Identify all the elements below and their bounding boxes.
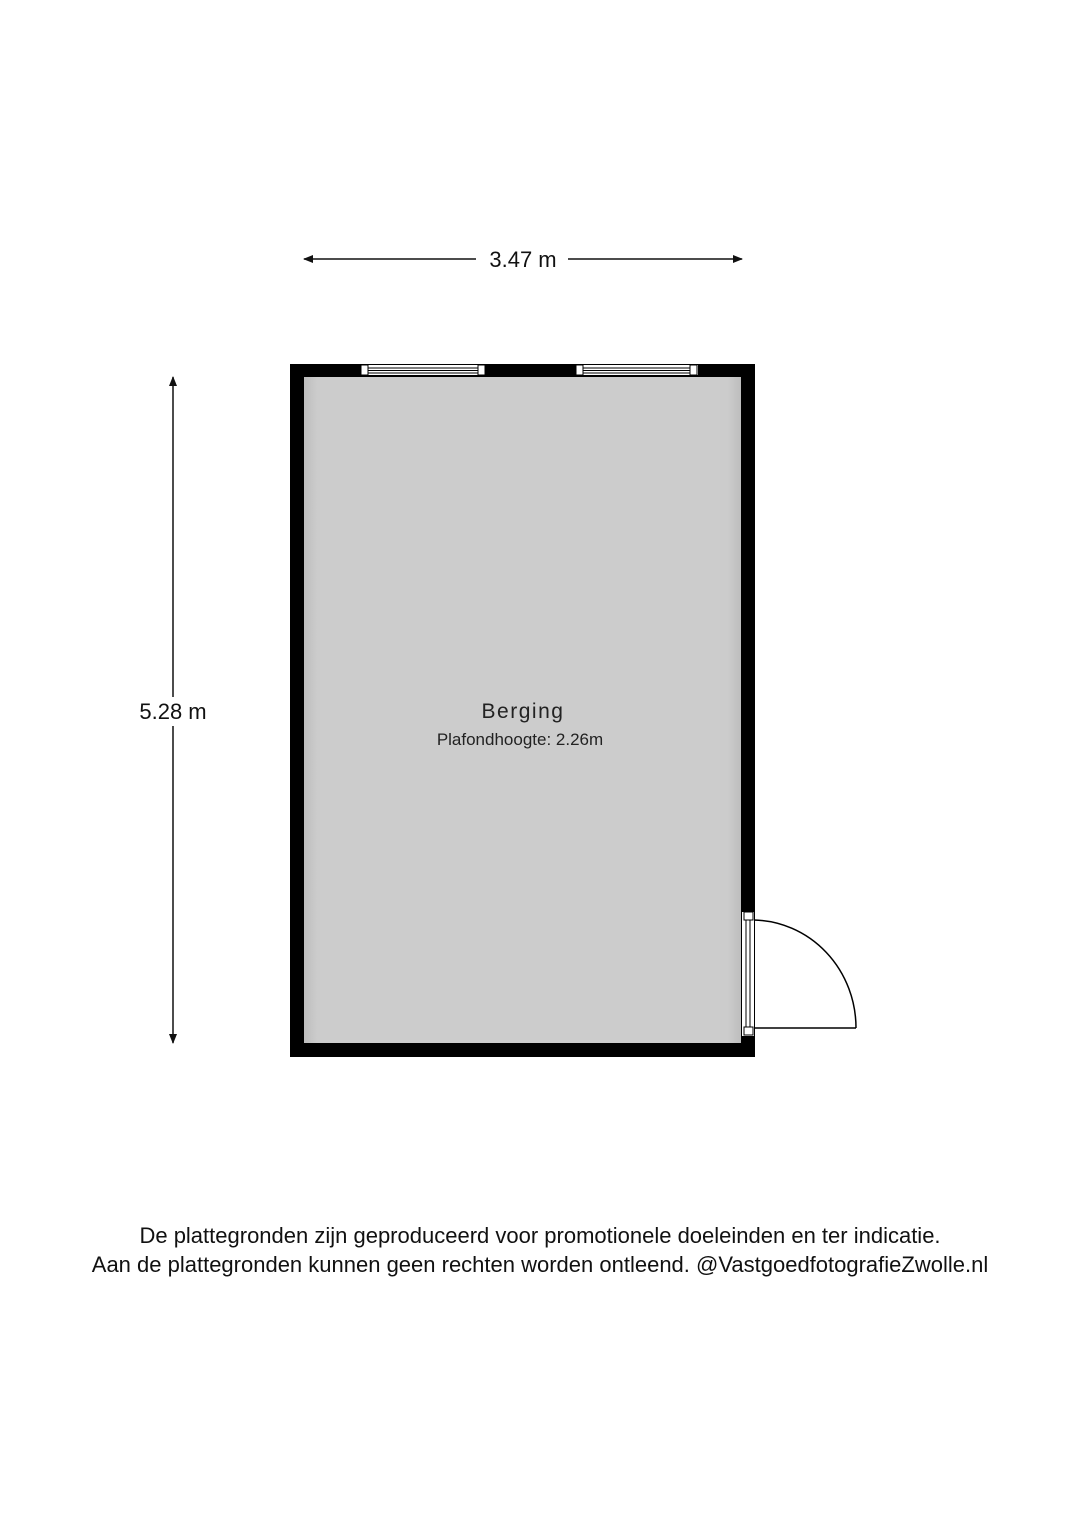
door-right [742,912,856,1036]
room-name-label: Berging [481,700,565,723]
disclaimer-line-2: Aan de plattegronden kunnen geen rechten worden ontleend. @VastgoedfotografieZwolle.nl [91,1252,989,1277]
width-label: 3.47 m [489,247,557,272]
window-top-right [576,365,698,375]
disclaimer-line-1: De plattegronden zijn geproduceerd voor promotionele doeleinden en ter indicatie. [139,1223,941,1248]
height-label: 5.28 m [139,699,207,724]
width-dimension [304,247,742,272]
disclaimer [0,1221,1080,1279]
ceiling-height-label: Plafondhoogte: 2.26m [436,730,604,749]
window-top-left [361,365,485,375]
door-swing-arc [754,920,856,1028]
height-dimension [139,377,206,1043]
